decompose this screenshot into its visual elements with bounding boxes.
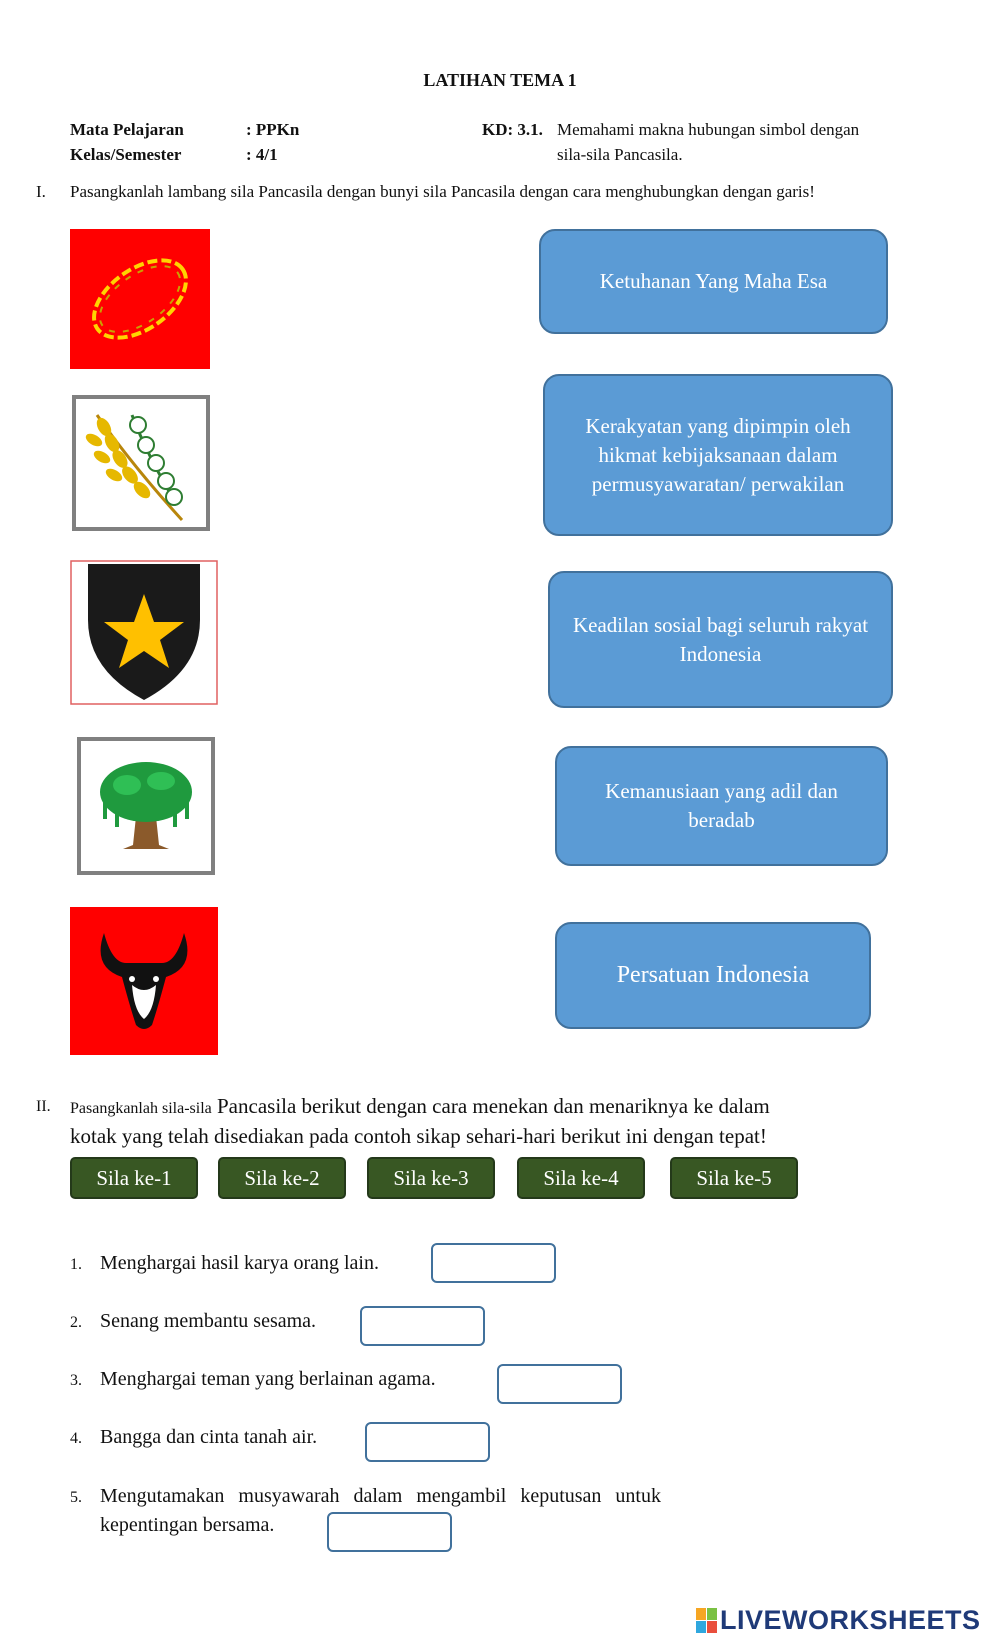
section2-instruction bbox=[70, 1094, 770, 1119]
question-number: 2. bbox=[70, 1314, 82, 1331]
rice-cotton-icon bbox=[72, 395, 210, 531]
rice-cotton-symbol bbox=[72, 395, 210, 531]
sila-box-kerakyatan[interactable]: Kerakyatan yang dipimpin oleh hikmat kebijaksanaan dalam permusyawaratan/ perwakilan bbox=[543, 374, 893, 536]
question-5 bbox=[70, 1485, 730, 1508]
section2-number: II. bbox=[36, 1098, 51, 1115]
liveworksheets-logo bbox=[696, 1605, 981, 1636]
section2-instruction-small: Pasangkanlah sila-sila bbox=[70, 1100, 212, 1117]
liveworksheets-logo-icon bbox=[696, 1608, 718, 1634]
question-number: 3. bbox=[70, 1372, 82, 1389]
sila-box-kemanusiaan[interactable]: Kemanusiaan yang adil dan beradab bbox=[555, 746, 888, 866]
answer-drop-box-5[interactable] bbox=[327, 1512, 452, 1552]
class-label: Kelas/Semester bbox=[70, 145, 182, 164]
question-text: Mengutamakan musyawarah dalam mengambil keputusan untuk bbox=[100, 1485, 661, 1507]
question-text: Menghargai hasil karya orang lain. bbox=[100, 1252, 379, 1274]
question-text: Bangga dan cinta tanah air. bbox=[100, 1426, 318, 1448]
banyan-tree-icon bbox=[77, 737, 215, 875]
question-text: Senang membantu sesama. bbox=[100, 1310, 317, 1332]
class-value: : 4/1 bbox=[246, 145, 278, 164]
bull-head-symbol bbox=[70, 907, 218, 1055]
subject-label: Mata Pelajaran bbox=[70, 120, 184, 139]
section2-instruction-rest: Pancasila berikut dengan cara menekan dan menariknya ke dalam bbox=[217, 1094, 770, 1118]
question-number: 4. bbox=[70, 1430, 82, 1447]
kd-text-line1: Memahami makna hubungan simbol dengan bbox=[557, 120, 860, 139]
section1-instruction: Pasangkanlah lambang sila Pancasila dengan bunyi sila Pancasila dengan cara menghubungkan dengan garis! bbox=[70, 182, 815, 201]
answer-drop-box-3[interactable] bbox=[497, 1364, 622, 1404]
sila-box-ketuhanan[interactable]: Ketuhanan Yang Maha Esa bbox=[539, 229, 888, 334]
answer-drop-box-1[interactable] bbox=[431, 1243, 556, 1283]
kd-label: KD: 3.1. bbox=[482, 120, 543, 139]
section2-instruction-line2: kotak yang telah disediakan pada contoh sikap sehari-hari berikut ini dengan tepat! bbox=[70, 1124, 767, 1148]
question-3 bbox=[70, 1368, 436, 1391]
star-icon bbox=[70, 560, 218, 705]
sila-box-keadilan[interactable]: Keadilan sosial bagi seluruh rakyat Indonesia bbox=[548, 571, 893, 708]
question-1 bbox=[70, 1252, 379, 1275]
answer-drop-box-2[interactable] bbox=[360, 1306, 485, 1346]
question-2 bbox=[70, 1310, 316, 1333]
chain-symbol bbox=[70, 229, 210, 369]
question-4 bbox=[70, 1426, 317, 1449]
chip-sila-2[interactable]: Sila ke-2 bbox=[218, 1157, 346, 1199]
liveworksheets-logo-text: LIVEWORKSHEETS bbox=[720, 1605, 981, 1635]
chip-sila-5[interactable]: Sila ke-5 bbox=[670, 1157, 798, 1199]
worksheet-title: LATIHAN TEMA 1 bbox=[423, 70, 577, 90]
star-symbol bbox=[70, 560, 218, 705]
question-number: 5. bbox=[70, 1489, 82, 1506]
chain-icon bbox=[70, 229, 210, 369]
question-text: Menghargai teman yang berlainan agama. bbox=[100, 1368, 436, 1390]
banyan-tree-symbol bbox=[77, 737, 215, 875]
subject-value: : PPKn bbox=[246, 120, 300, 139]
chip-sila-1[interactable]: Sila ke-1 bbox=[70, 1157, 198, 1199]
sila-box-persatuan[interactable]: Persatuan Indonesia bbox=[555, 922, 871, 1029]
bull-head-icon bbox=[70, 907, 218, 1055]
section1-number: I. bbox=[36, 182, 46, 201]
answer-drop-box-4[interactable] bbox=[365, 1422, 490, 1462]
question-number: 1. bbox=[70, 1256, 82, 1273]
chip-sila-3[interactable]: Sila ke-3 bbox=[367, 1157, 495, 1199]
question-5-line2: kepentingan bersama. bbox=[100, 1514, 275, 1536]
chip-sila-4[interactable]: Sila ke-4 bbox=[517, 1157, 645, 1199]
kd-text-line2: sila-sila Pancasila. bbox=[557, 145, 683, 164]
